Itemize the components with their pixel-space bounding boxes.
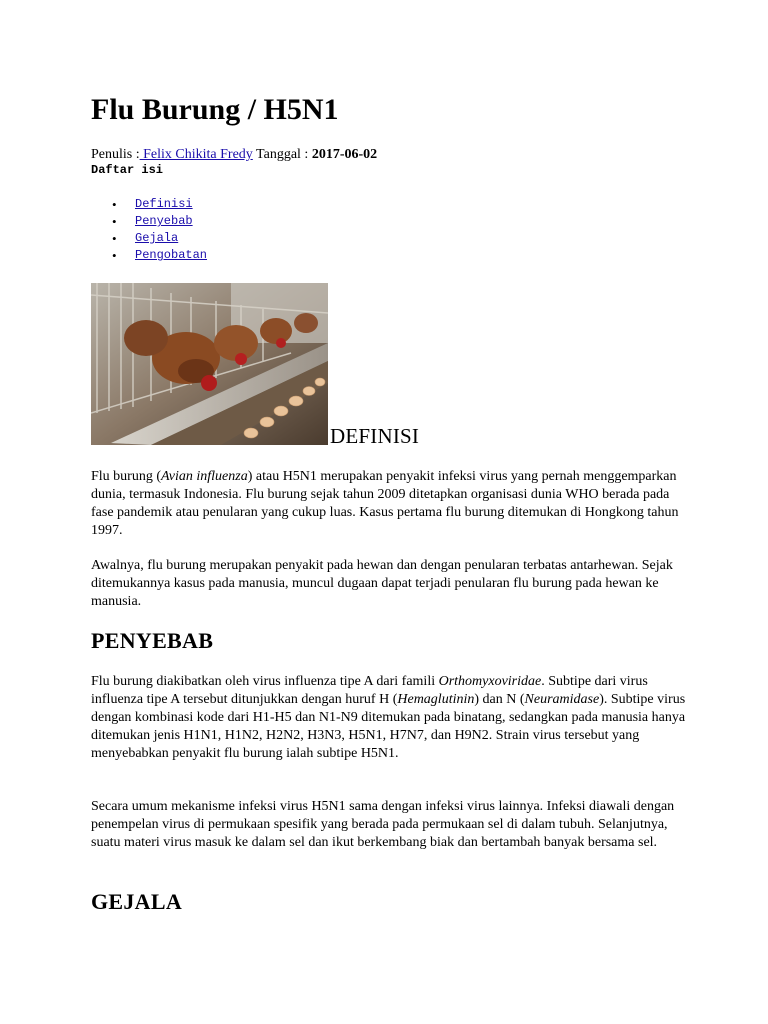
text-italic: Orthomyxoviridae [438, 674, 542, 689]
text-run: Flu burung ( [91, 469, 161, 484]
text-italic: Hemaglutinin [397, 692, 475, 707]
toc-item [91, 213, 207, 230]
text-run: . Subtipe dari virus influenza tipe A tersebut ditunjukkan dengan huruf H ( [91, 674, 648, 707]
paragraph-penyebab-2: Secara umum mekanisme infeksi virus H5N1 sama dengan infeksi virus lainnya. Infeksi diawali dengan penempelan virus di permukaan spesifik yang berada pada permukaan sel di dalam tubuh. Selanjutnya, suatu materi virus masuk ke dalam sel dan ikut berkembang biak dan bertambah banyak bersama sel. [91, 799, 675, 850]
toc-link-pengobatan[interactable]: Pengobatan [135, 248, 208, 262]
text-run: ). Subtipe virus dengan kombinasi kode dari H1-H5 dan N1-N9 ditemukan pada binatang, sedangkan pada manusia hanya ditemukan jenis H1N1, H1N2, H2N2, H3N3, H5N1, H7N7, dan H9N2. Strain virus tersebut yang menyebabkan penyakit flu burung ialah subtipe H5N1. [91, 692, 686, 761]
section-heading-gejala: GEJALA [91, 889, 183, 914]
toc-item [91, 230, 207, 247]
toc-link-gejala[interactable]: Gejala [135, 231, 179, 245]
toc-item [91, 196, 207, 213]
author-label: Penulis : [91, 147, 140, 162]
chicken-coop-illustration [91, 283, 328, 445]
toc-link-definisi[interactable]: Definisi [135, 197, 193, 211]
page-title: Flu Burung / H5N1 [91, 93, 339, 126]
paragraph-definisi-1 [91, 468, 691, 540]
chicken-coop-photo [91, 283, 328, 445]
text-run: ) atau H5N1 merupakan penyakit infeksi virus yang pernah menggemparkan dunia, termasuk Indonesia. Flu burung sejak tahun 2009 ditetapkan organisasi dunia WHO berada pada fase pandemik atau penularan yang cukup luas. Kasus pertama flu burung ditemukan di Hongkong tahun 1997. [91, 469, 679, 538]
section-heading-penyebab: PENYEBAB [91, 628, 214, 653]
text-run: ) dan N ( [474, 692, 525, 707]
section-heading-definisi: DEFINISI [330, 424, 420, 448]
toc-link-penyebab[interactable]: Penyebab [135, 214, 193, 228]
text-italic: Neuramidase [524, 692, 600, 707]
toc-item [91, 247, 207, 264]
author-link[interactable]: Felix Chikita Fredy [139, 147, 253, 162]
paragraph-definisi-2: Awalnya, flu burung merupakan penyakit pada hewan dan dengan penularan terbatas antarhewan. Sejak ditemukannya kasus pada manusia, muncul dugaan dapat terjadi penularan flu burung pada hewan ke manusia. [91, 558, 673, 609]
table-of-contents [91, 196, 207, 264]
text-run: Flu burung diakibatkan oleh virus influenza tipe A dari famili [91, 674, 439, 689]
toc-title: Daftar isi [91, 163, 164, 177]
publish-date: 2017-06-02 [308, 147, 378, 162]
text-italic: Avian influenza [161, 469, 248, 484]
date-label: Tanggal : [252, 147, 309, 162]
paragraph-penyebab-1 [91, 673, 691, 763]
